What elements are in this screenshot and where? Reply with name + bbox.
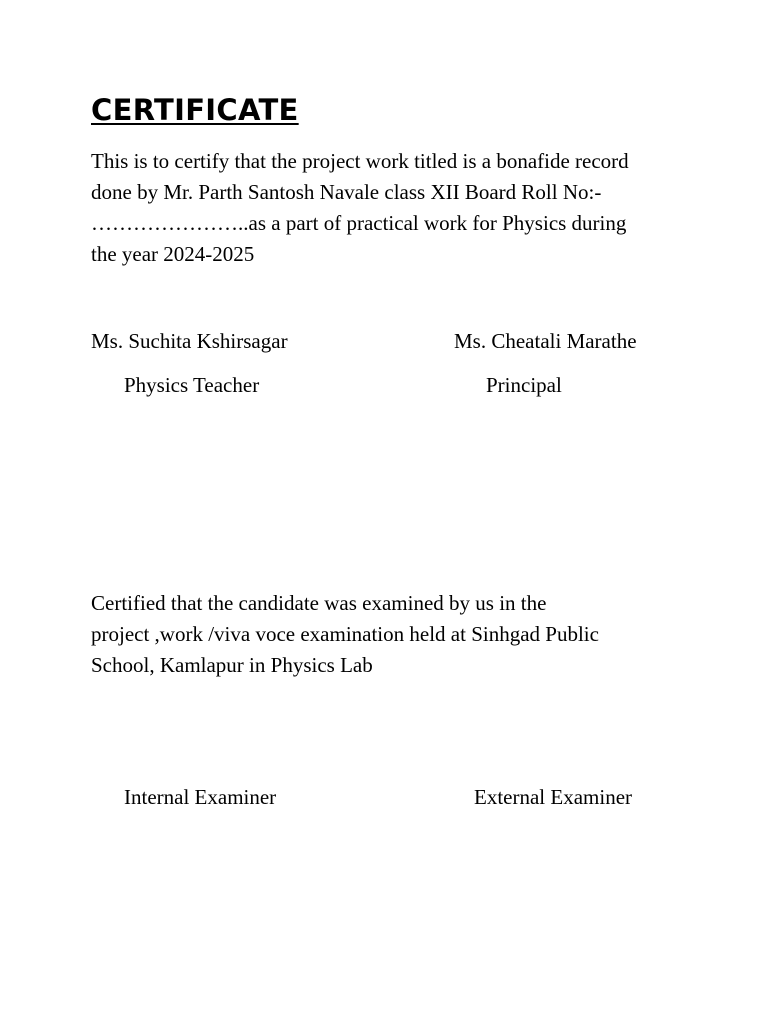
teacher-role: Physics Teacher <box>124 373 260 397</box>
principal-role: Principal <box>486 373 562 397</box>
statement-line-1: This is to certify that the project work titled is a bonafide record <box>91 149 629 173</box>
principal-name: Ms. Cheatali Marathe <box>454 329 637 353</box>
external-examiner-label: External Examiner <box>474 785 633 809</box>
teacher-name: Ms. Suchita Kshirsagar <box>91 329 288 353</box>
examination-line-3: School, Kamlapur in Physics Lab <box>91 653 373 677</box>
examination-statement <box>91 588 661 681</box>
certification-statement <box>91 146 691 270</box>
certificate-title: CERTIFICATE <box>91 93 299 127</box>
examination-line-2: project ,work /viva voce examination held at Sinhgad Public <box>91 622 599 646</box>
statement-line-3: …………………..as a part of practical work for Physics during <box>91 211 627 235</box>
internal-examiner-label: Internal Examiner <box>124 785 277 809</box>
statement-line-4: the year 2024-2025 <box>91 242 255 266</box>
examination-line-1: Certified that the candidate was examined by us in the <box>91 591 547 615</box>
statement-line-2: done by Mr. Parth Santosh Navale class XII Board Roll No:- <box>91 180 602 204</box>
